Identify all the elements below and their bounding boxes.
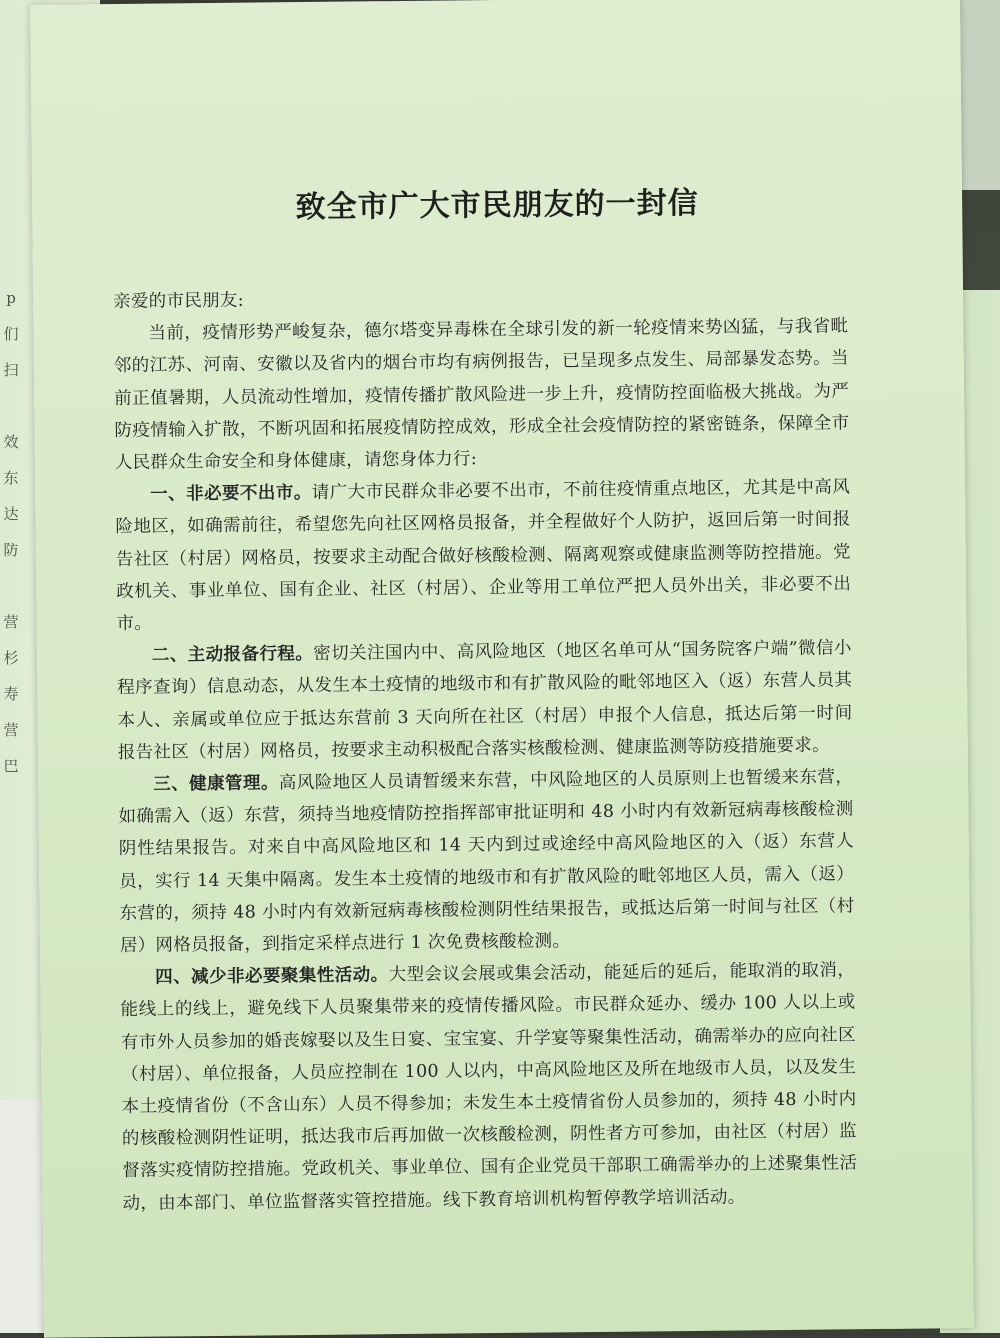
bg-char: 效 xyxy=(3,433,19,451)
section-paragraph xyxy=(120,955,858,1220)
letter-paper xyxy=(30,0,974,1338)
section-text: 高风险地区人员请暂缓来东营，中风险地区的人员原则上也暂缓来东营，如确需入（返）东营，须持当地疫情防控指挥部审批证明和 48 小时内有效新冠病毒核酸检测阴性结果报告。对来自中高风险地区和 14 天内到过或途经中高风险地区的入（返）东营人员，实行 14 天集中隔离。发生本土疫情的地级市和有扩散风险的毗邻地区人员，需入（返）东营的，须持 48 小时内有效新冠病毒核酸检测阴性结果报告，或抵达后第一时间与社区（村居）网格员报备，到指定采样点进行 1 次免费核酸检测。 xyxy=(118,767,855,957)
section-heading: 一、非必要不出市。 xyxy=(150,483,312,505)
intro-paragraph: 当前，疫情形势严峻复杂，德尔塔变异毒株在全球引发的新一轮疫情来势凶猛，与我省毗邻的江苏、河南、安徽以及省内的烟台市均有病例报告，已呈现多点发生、局部暴发态势。当前正值暑期，人员流动性增加，疫情传播扩散风险进一步上升，疫情防控面临极大挑战。为严防疫情输入扩散，不断巩固和拓展疫情防控成效，形成全社会疫情防控的紧密链条，保障全市人民群众生命安全和身体健康，请您身体力行: xyxy=(113,316,850,474)
bg-char: 杉 xyxy=(3,649,19,667)
section-heading: 三、健康管理。 xyxy=(153,773,279,795)
bg-char: p xyxy=(6,289,16,307)
bg-char: 营 xyxy=(3,721,19,739)
section-heading: 二、主动报备行程。 xyxy=(151,644,314,666)
bg-char: 达 xyxy=(3,505,19,523)
bg-char: 巴 xyxy=(3,757,19,775)
bg-char: 东 xyxy=(3,469,19,487)
section-paragraph xyxy=(118,761,855,962)
section-heading: 四、减少非必要聚集性活动。 xyxy=(155,965,389,988)
bg-char xyxy=(0,568,22,604)
section-paragraph xyxy=(117,633,853,770)
salutation: 亲爱的市民朋友: xyxy=(113,290,245,313)
bg-char: 寿 xyxy=(3,685,19,703)
letter-body xyxy=(113,278,858,1220)
section-paragraph xyxy=(115,472,852,641)
bg-char: 营 xyxy=(3,613,19,631)
bg-char: 扫 xyxy=(3,361,19,379)
section-text: 密切关注国内中、高风险地区（地区名单可从“国务院客户端”微信小程序查询）信息动态，从发生本土疫情的地级市和有扩散风险的毗邻地区入（返）东营人员其本人、亲属或单位应于抵达东营前 3 天向所在社区（村居）申报个人信息，抵达后第一时间报告社区（村居）网格员，按要求主动积极配合落实核酸检测、健康监测等防疫措施要求。 xyxy=(117,638,853,763)
bg-char: 们 xyxy=(3,325,19,343)
letter-title: 致全市广大市民朋友的一封信 xyxy=(295,185,699,226)
bg-char xyxy=(0,388,22,424)
section-text: 请广大市民群众非必要不出市，不前往疫情重点地区，尤其是中高风险地区，如确需前往，希望您先向社区网格员报备，并全程做好个人防护，返回后第一时间报告社区（村居）网格员，按要求主动配合做好核酸检测、隔离观察或健康监测等防控措施。党政机关、事业单位、国有企业、社区（村居）、企业等用工单位严把人员外出关，非必要不出市。 xyxy=(115,477,852,635)
section-text: 大型会议会展或集会活动，能延后的延后，能取消的取消，能线上的线上，避免线下人员聚集带来的疫情传播风险。市民群众延办、缓办 100 人以上或有市外人员参加的婚丧嫁娶以及生日宴、宝宝宴、升学宴等聚集性活动，确需举办的应向社区（村居）、单位报备，人员应控制在 100 人以内，中高风险地区及所在地级市人员，以及发生本土疫情省份（不含山东）人员不得参加；未发生本土疫情省份人员参加的，须持 48 小时内的核酸检测阴性证明，抵达我市后再加做一次核酸检测，阴性者方可参加，由社区（村居）监督落实疫情防控措施。党政机关、事业单位、国有企业党员干部职工确需举办的上述聚集性活动，由本部门、单位监督落实管控措施。线下教育培训机构暂停教学培训活动。 xyxy=(120,960,858,1214)
background-sheet-text xyxy=(0,280,22,784)
bg-char: 防 xyxy=(3,541,19,559)
